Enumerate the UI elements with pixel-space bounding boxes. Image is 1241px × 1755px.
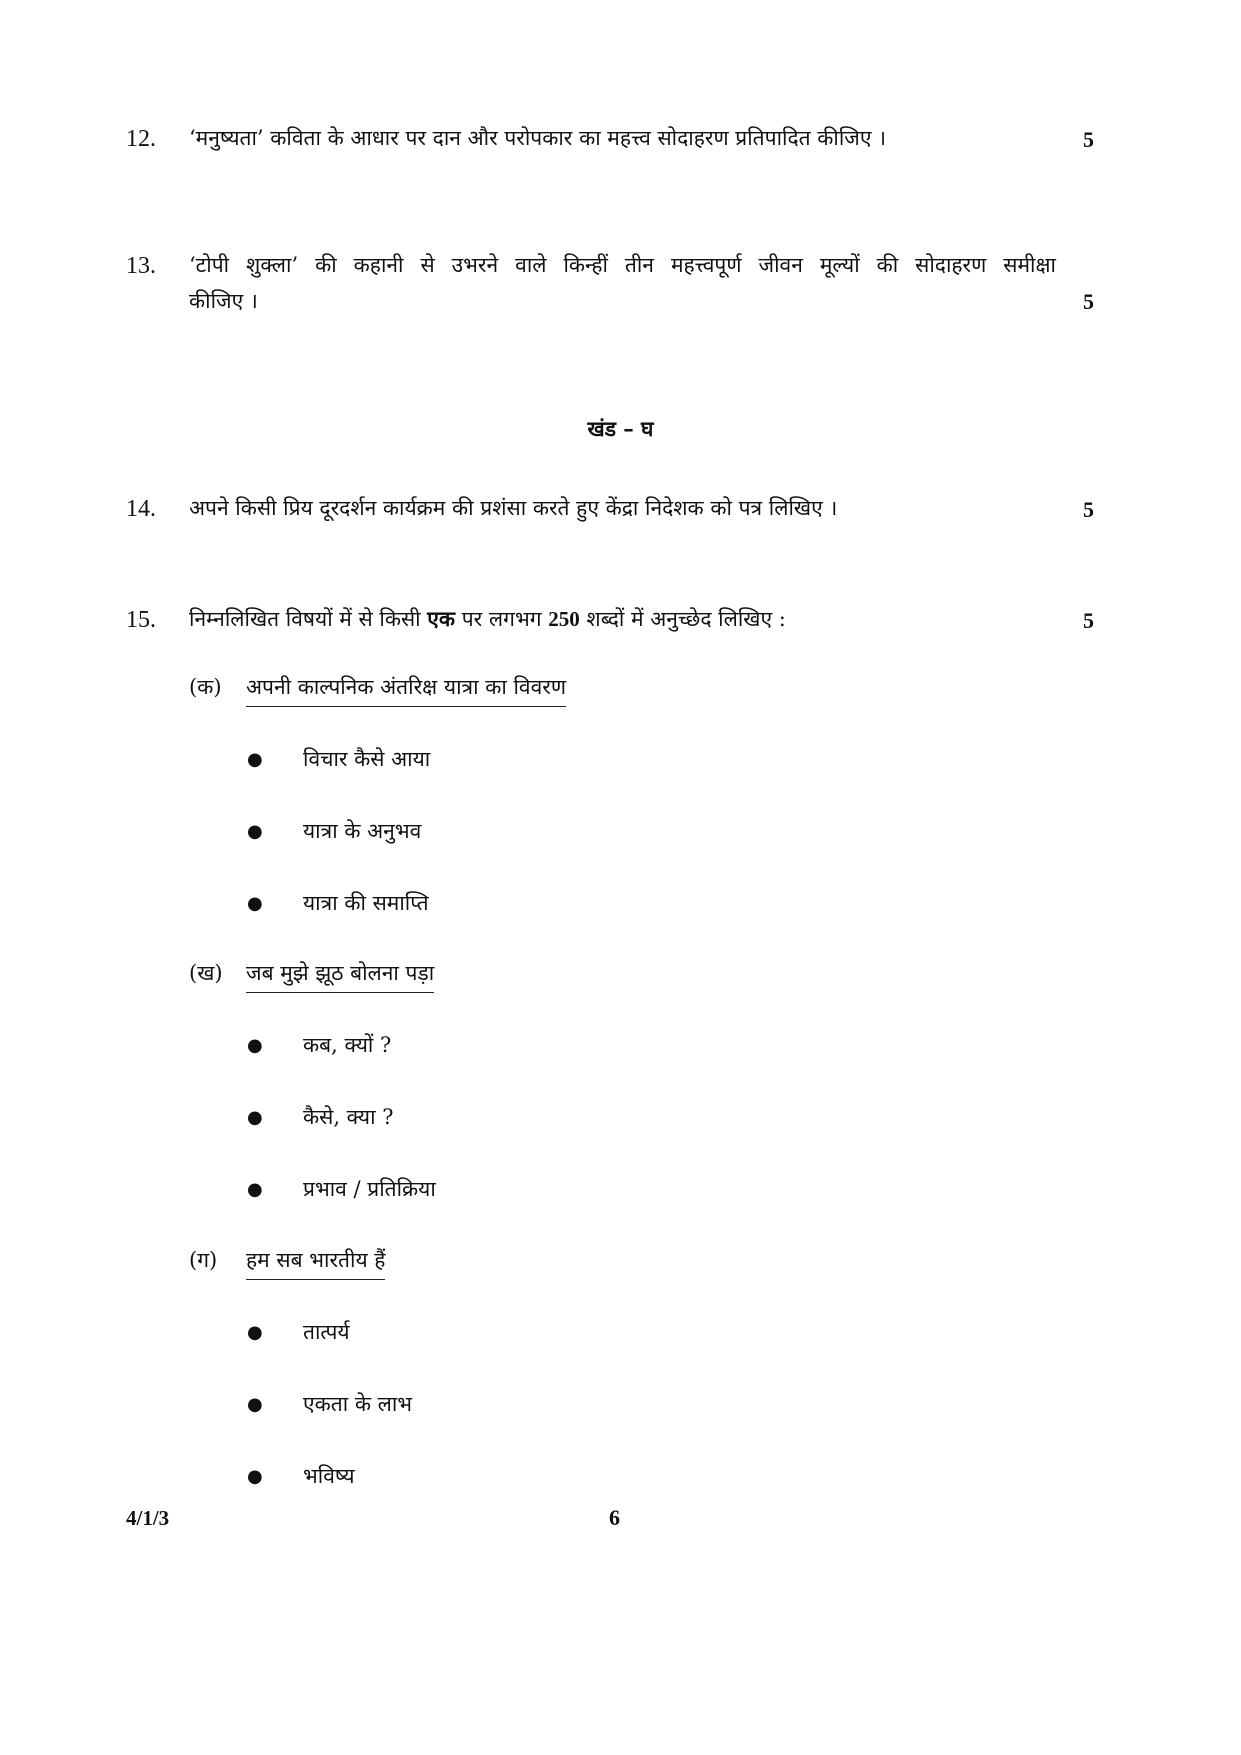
option-point: एकता के लाभ (303, 1392, 413, 1416)
question-text-line-2: कीजिए । (189, 289, 258, 313)
bullet-icon: ● (247, 893, 263, 914)
bullet-icon: ● (247, 1107, 263, 1128)
page-number: 6 (609, 1505, 620, 1530)
option-label: (ग) (189, 1248, 218, 1272)
paper-code: 4/1/3 (126, 1506, 170, 1530)
question-number: 13. (126, 253, 156, 279)
question-text: निम्नलिखित विषयों में से किसी एक पर लगभग 250 शब्दों में अनुच्छेद लिखिए : (189, 606, 786, 631)
option-topic: हम सब भारतीय हैं (246, 1245, 385, 1280)
option-label: (ख) (189, 961, 223, 985)
option-label: (क) (189, 675, 222, 699)
question-number: 12. (126, 126, 156, 152)
bullet-icon: ● (247, 1394, 263, 1415)
option-point: विचार कैसे आया (303, 747, 431, 771)
question-number: 15. (126, 607, 156, 633)
bullet-icon: ● (247, 1466, 263, 1487)
option-point: भविष्य (303, 1464, 355, 1488)
bullet-icon: ● (247, 821, 263, 842)
question-number: 14. (126, 496, 156, 522)
question-marks: 5 (1083, 127, 1094, 152)
option-point: कब, क्यों ? (303, 1033, 392, 1057)
question-marks: 5 (1083, 289, 1094, 314)
option-point: यात्रा के अनुभव (303, 819, 422, 843)
option-point: यात्रा की समाप्ति (303, 891, 429, 915)
bullet-icon: ● (247, 1322, 263, 1343)
option-point: कैसे, क्या ? (303, 1105, 394, 1129)
option-point: प्रभाव / प्रतिक्रिया (303, 1177, 436, 1201)
option-topic: जब मुझे झूठ बोलना पड़ा (246, 958, 434, 993)
bullet-icon: ● (247, 1179, 263, 1200)
question-marks: 5 (1083, 608, 1094, 633)
option-topic: अपनी काल्पनिक अंतरिक्ष यात्रा का विवरण (246, 672, 566, 707)
question-marks: 5 (1083, 497, 1094, 522)
question-text: अपने किसी प्रिय दूरदर्शन कार्यक्रम की प्रशंसा करते हुए केंद्रा निदेशक को पत्र लिखिए । (189, 496, 838, 520)
option-point: तात्पर्य (303, 1320, 350, 1344)
question-text-line-1: ‘टोपी शुक्ला’ की कहानी से उभरने वाले किन्हीं तीन महत्त्वपूर्ण जीवन मूल्यों की सोदाहरण समीक्षा (189, 253, 1056, 277)
bullet-icon: ● (247, 1035, 263, 1056)
bullet-icon: ● (247, 749, 263, 770)
question-text: ‘मनुष्यता’ कविता के आधार पर दान और परोपकार का महत्त्व सोदाहरण प्रतिपादित कीजिए । (189, 126, 887, 150)
section-title: खंड – घ (587, 416, 654, 441)
